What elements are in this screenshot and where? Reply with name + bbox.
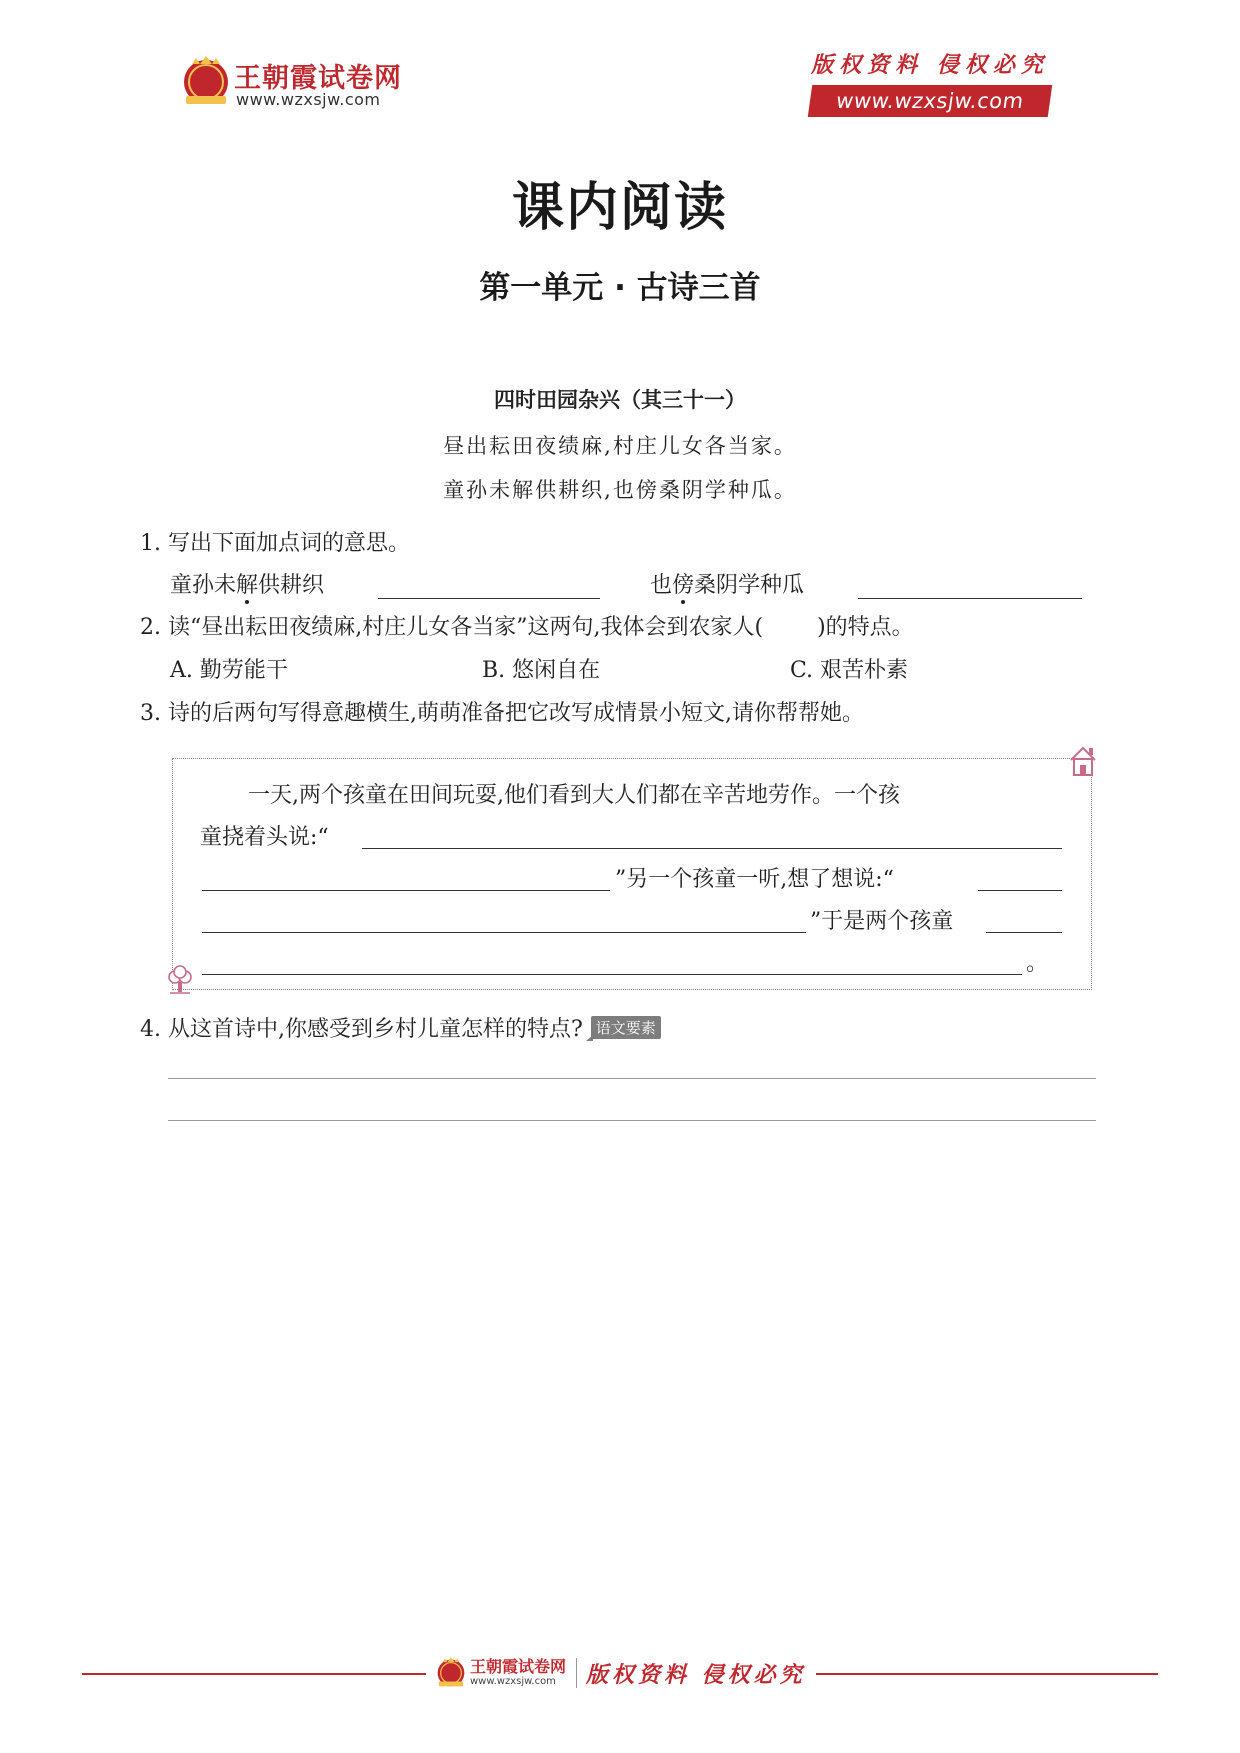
q1-item-b — [650, 568, 804, 599]
question-3: 3. 诗的后两句写得意趣横生,萌萌准备把它改写成情景小短文,请你帮帮她。 — [140, 701, 864, 726]
footer-logo-url: www.wzxsjw.com — [470, 1676, 556, 1687]
poem-line: 昼出耘田夜绩麻,村庄儿女各当家。 — [443, 434, 797, 458]
footer-separator — [576, 1658, 577, 1688]
logo-badge-icon — [182, 54, 230, 110]
q1-item-b-after: 桑阴学种瓜 — [694, 573, 805, 598]
poem-title: 四时田园杂兴（其三十一） — [494, 388, 746, 412]
story-line: 一天,两个孩童在田间玩耍,他们看到大人们都在辛苦地劳作。一个孩 — [248, 783, 900, 808]
q1-item-b-before: 也 — [650, 573, 673, 598]
footer-logo-icon — [436, 1656, 466, 1690]
q4-answer-line[interactable] — [168, 1120, 1096, 1121]
page-title: 课内阅读 — [511, 178, 728, 238]
copyright-banner — [810, 48, 1050, 117]
logo-url: www.wzxsjw.com — [236, 90, 381, 109]
q1-item-a-before: 童孙未 — [170, 573, 237, 598]
question-1: 1. 写出下面加点词的意思。 — [140, 531, 410, 556]
story-blank[interactable] — [978, 890, 1062, 891]
q1-item-a-dotted: 解 — [236, 573, 259, 598]
question-2 — [140, 610, 914, 641]
q1-item-a-after: 供耕织 — [258, 573, 325, 598]
q1-answer-blank-b[interactable] — [858, 598, 1082, 599]
story-line: 童挠着头说:“ — [200, 825, 329, 850]
q1-item-b-dotted: 傍 — [672, 573, 695, 598]
footer-copyright: 版权资料 侵权必究 — [586, 1662, 806, 1688]
q4-answer-line[interactable] — [168, 1078, 1096, 1079]
house-icon — [1068, 744, 1098, 778]
story-blank[interactable] — [202, 890, 610, 891]
site-logo — [182, 52, 412, 114]
story-blank[interactable] — [202, 932, 806, 933]
story-line: 。 — [1026, 951, 1049, 976]
story-blank[interactable] — [362, 848, 1062, 849]
footer-logo-title: 王朝霞试卷网 — [470, 1657, 567, 1676]
footer-brand — [436, 1652, 806, 1694]
q4-tag: 语文要素 — [591, 1016, 661, 1039]
story-line: ”于是两个孩童 — [810, 909, 954, 934]
q2-option-b[interactable]: B. 悠闲自在 — [482, 658, 601, 683]
page-subtitle: 第一单元 · 古诗三首 — [479, 270, 761, 306]
q4-text: 4. 从这首诗中,你感受到乡村儿童怎样的特点? — [140, 1017, 583, 1042]
story-line: ”另一个孩童一听,想了想说:“ — [615, 867, 894, 892]
q2-option-c[interactable]: C. 艰苦朴素 — [790, 658, 909, 683]
q1-answer-blank-a[interactable] — [378, 598, 600, 599]
story-blank[interactable] — [986, 932, 1062, 933]
logo-title: 王朝霞试卷网 — [234, 63, 402, 94]
footer-rule-right — [816, 1673, 1158, 1675]
copyright-text: 版权资料 侵权必究 — [811, 52, 1049, 78]
footer-rule-left — [82, 1673, 426, 1675]
question-4 — [140, 1012, 661, 1043]
tree-icon — [166, 964, 194, 996]
copyright-url: www.wzxsjw.com — [808, 85, 1052, 117]
q2-text-before: 2. 读“昼出耘田夜绩麻,村庄儿女各当家”这两句,我体会到农家人( — [140, 615, 764, 640]
q1-item-a — [170, 568, 324, 599]
poem-line: 童孙未解供耕织,也傍桑阴学种瓜。 — [443, 478, 797, 502]
story-blank[interactable] — [202, 974, 1022, 975]
q2-option-a[interactable]: A. 勤劳能干 — [170, 658, 288, 683]
q2-text-after: )的特点。 — [817, 615, 914, 640]
